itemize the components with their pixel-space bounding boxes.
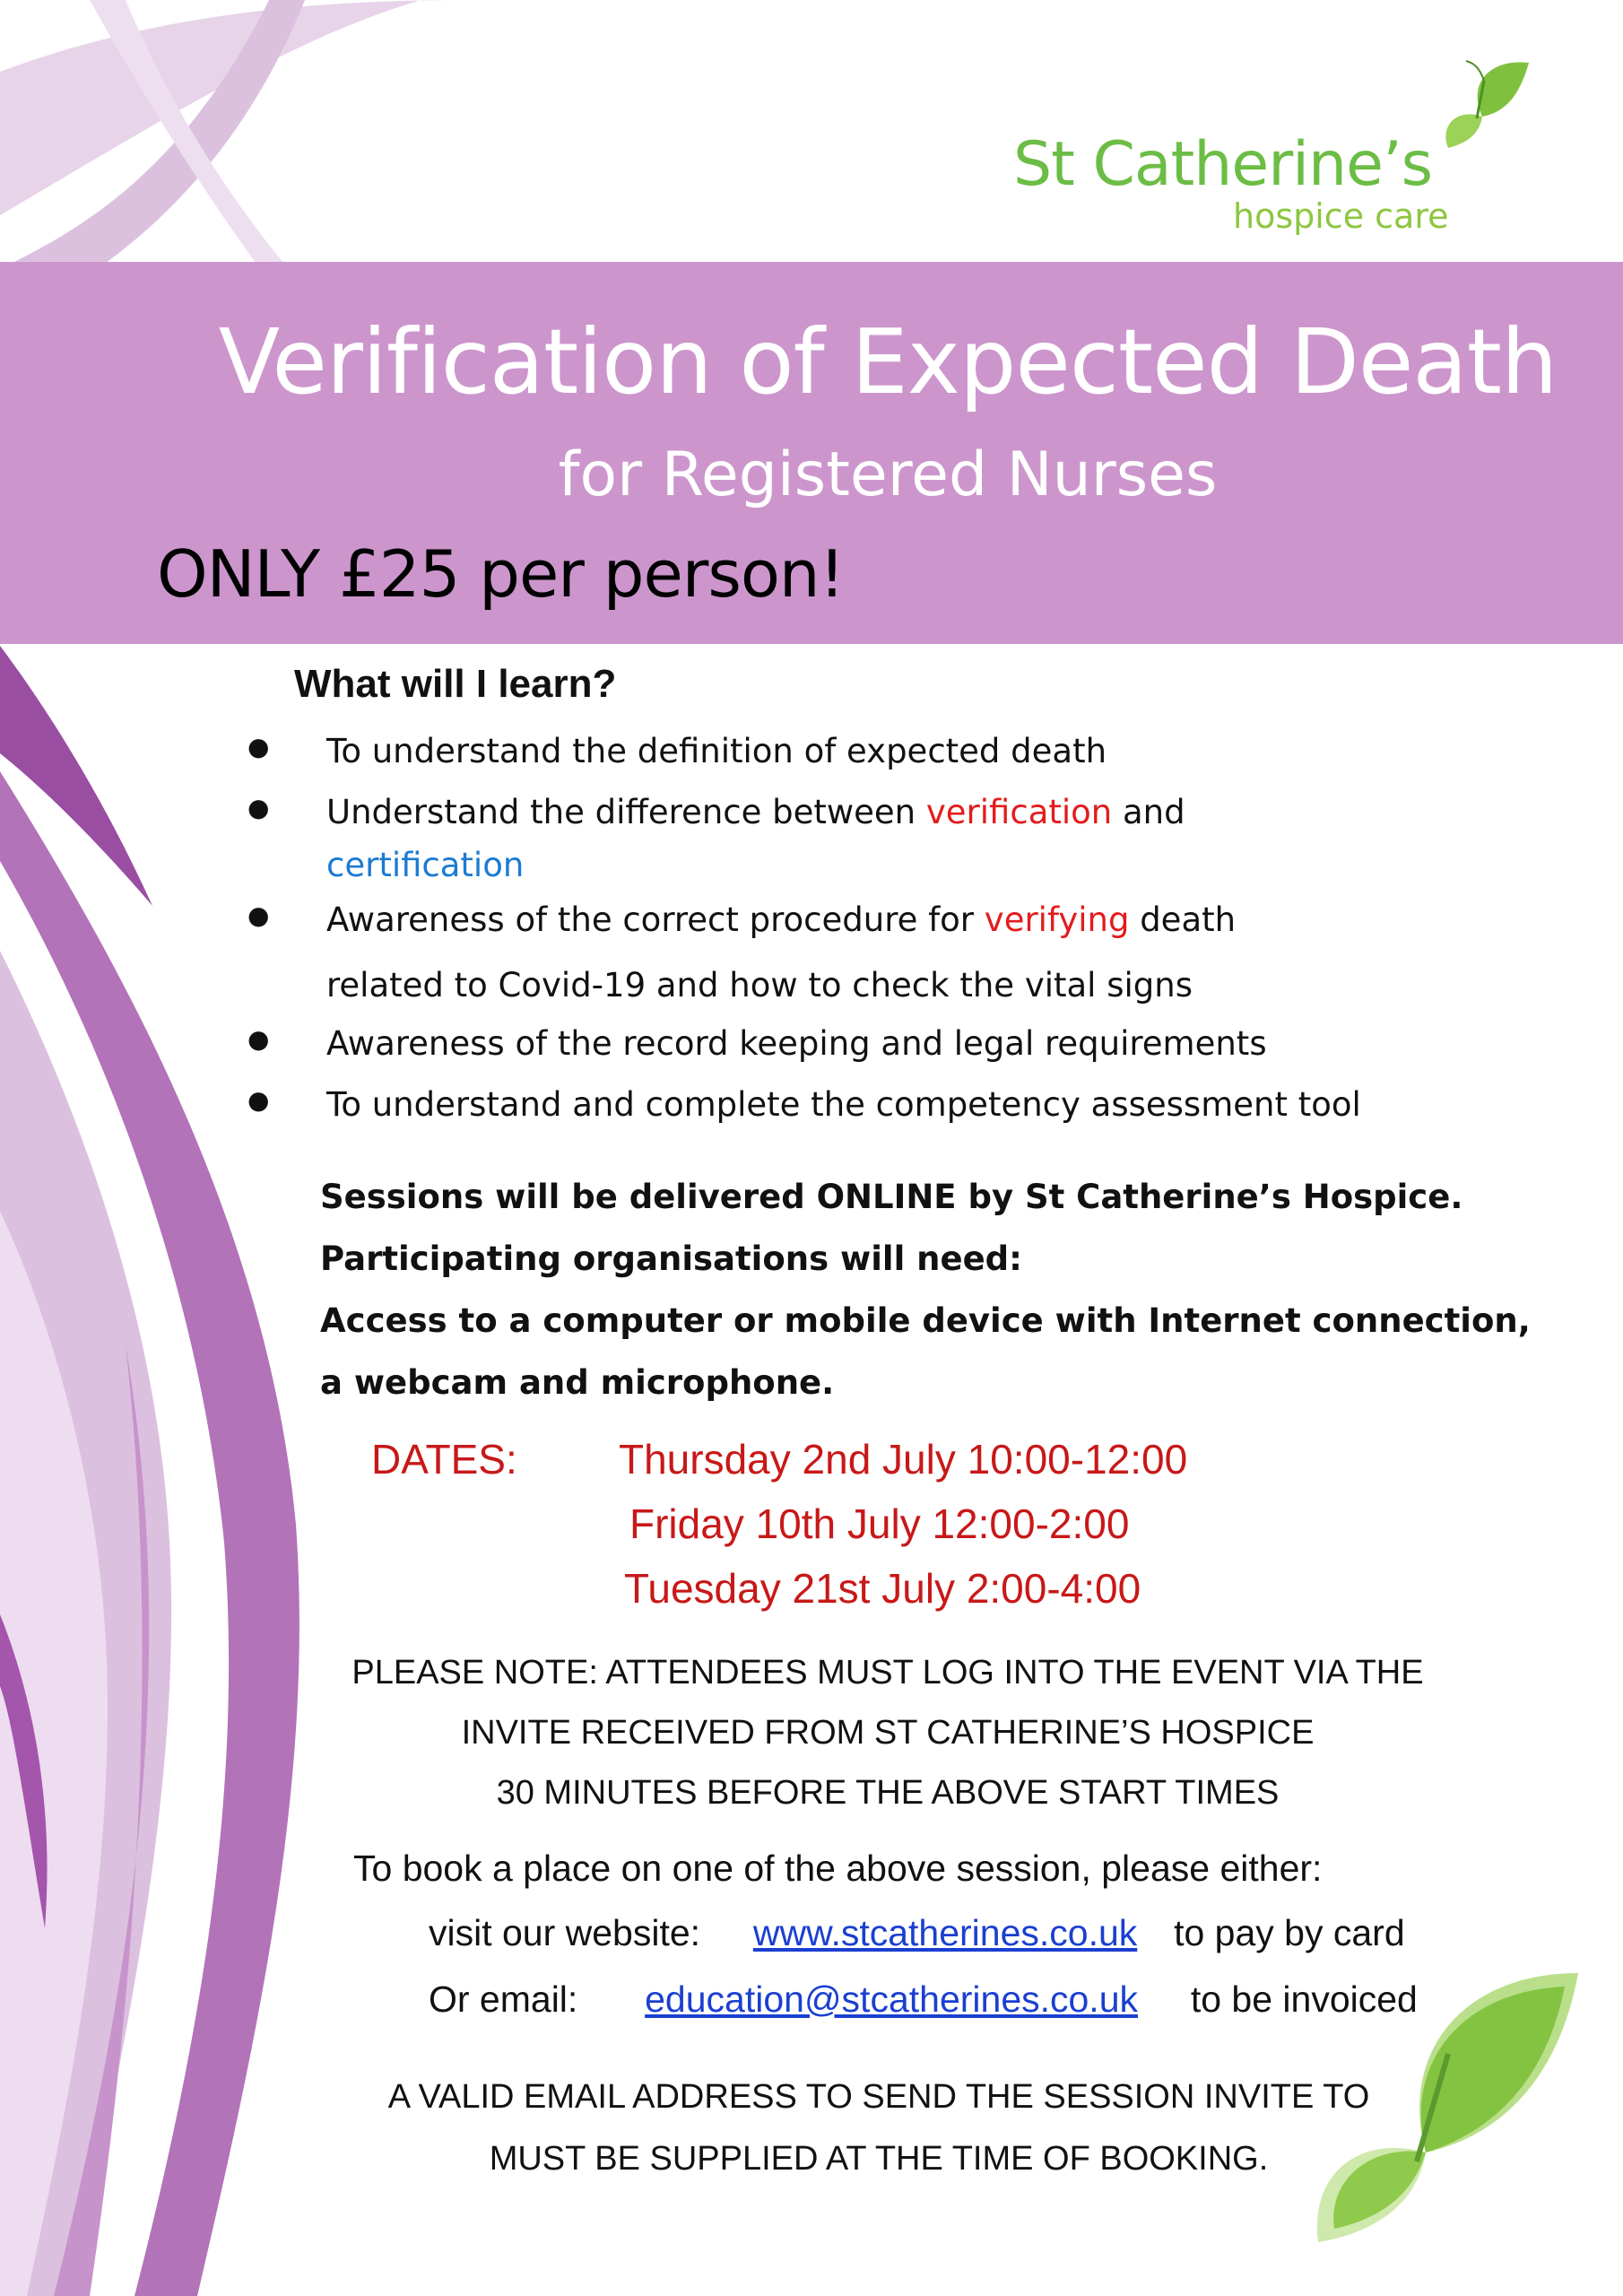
list-item: [240, 1085, 1361, 1146]
price-callout: ONLY £25 per person!: [157, 536, 845, 612]
bullet-icon: ●: [247, 1024, 270, 1054]
list-item-text: death: [1129, 900, 1237, 939]
bullet-icon: ●: [247, 732, 270, 761]
notice-line: MUST BE SUPPLIED AT THE TIME OF BOOKING.: [489, 2140, 1269, 2178]
list-item: [240, 900, 1361, 1024]
page-title: Verification of Expected Death: [218, 309, 1558, 414]
online-line: a webcam and microphone.: [320, 1363, 835, 1402]
list-item-text: Awareness of the correct procedure for: [326, 900, 985, 939]
logo-tagline: hospice care: [1233, 196, 1449, 236]
list-item-text: Awareness of the record keeping and legal requirements: [326, 1024, 1267, 1063]
bullet-icon: ●: [247, 900, 270, 930]
list-item: [240, 793, 1361, 900]
booking-email-row: [429, 1979, 1418, 2021]
bullet-icon: ●: [247, 793, 270, 822]
email-label: Or email:: [429, 1979, 578, 2020]
website-suffix: to pay by card: [1174, 1912, 1405, 1953]
online-line: Sessions will be delivered ONLINE by St Catherine’s Hospice.: [320, 1178, 1463, 1216]
list-item-text: To understand the definition of expected death: [326, 732, 1107, 770]
booking-intro: To book a place on one of the above session, please either:: [353, 1848, 1323, 1889]
brand-logo: [1013, 129, 1449, 236]
learning-outcomes-list: [240, 732, 1361, 1146]
session-date: Friday 10th July 12:00-2:00: [629, 1500, 1130, 1547]
highlight-certification: certification: [326, 846, 525, 884]
learn-heading: What will I learn?: [294, 662, 617, 706]
list-item-text: Understand the difference between: [326, 793, 926, 831]
session-date: Thursday 2nd July 10:00-12:00: [619, 1436, 1188, 1483]
valid-email-notice: [323, 2066, 1435, 2190]
highlight-verification: verification: [925, 793, 1113, 831]
list-item-text: related to Covid-19 and how to check the vital signs: [326, 966, 1193, 1004]
notice-line: A VALID EMAIL ADDRESS TO SEND THE SESSION INVITE TO: [387, 2078, 1370, 2116]
dates-label: DATES:: [371, 1436, 517, 1483]
session-date: Tuesday 21st July 2:00-4:00: [624, 1565, 1141, 1612]
online-line: Participating organisations will need:: [320, 1239, 1022, 1278]
list-item-text: To understand and complete the competency assessment tool: [326, 1085, 1361, 1124]
note-line: INVITE RECEIVED FROM ST CATHERINE’S HOSPICE: [461, 1714, 1315, 1752]
list-item: [240, 732, 1361, 793]
note-line: 30 MINUTES BEFORE THE ABOVE START TIMES: [496, 1774, 1280, 1812]
email-link[interactable]: education@stcatherines.co.uk: [645, 1979, 1139, 2020]
logo-name: St Catherine’s: [1013, 129, 1433, 200]
bullet-icon: ●: [247, 1085, 270, 1115]
list-item-text: and: [1112, 793, 1185, 831]
note-line: PLEASE NOTE: ATTENDEES MUST LOG INTO THE EVENT VIA THE: [352, 1654, 1424, 1692]
page-subtitle: for Registered Nurses: [558, 439, 1218, 510]
online-line: Access to a computer or mobile device with Internet connection,: [320, 1301, 1531, 1340]
list-item: [240, 1024, 1361, 1085]
website-label: visit our website:: [429, 1912, 701, 1953]
attendance-note: [305, 1643, 1471, 1823]
website-link[interactable]: www.stcatherines.co.uk: [752, 1912, 1138, 1953]
booking-website-row: [429, 1912, 1405, 1954]
online-delivery-info: [320, 1166, 1531, 1413]
email-suffix: to be invoiced: [1190, 1979, 1418, 2020]
highlight-verifying: verifying: [984, 900, 1130, 939]
